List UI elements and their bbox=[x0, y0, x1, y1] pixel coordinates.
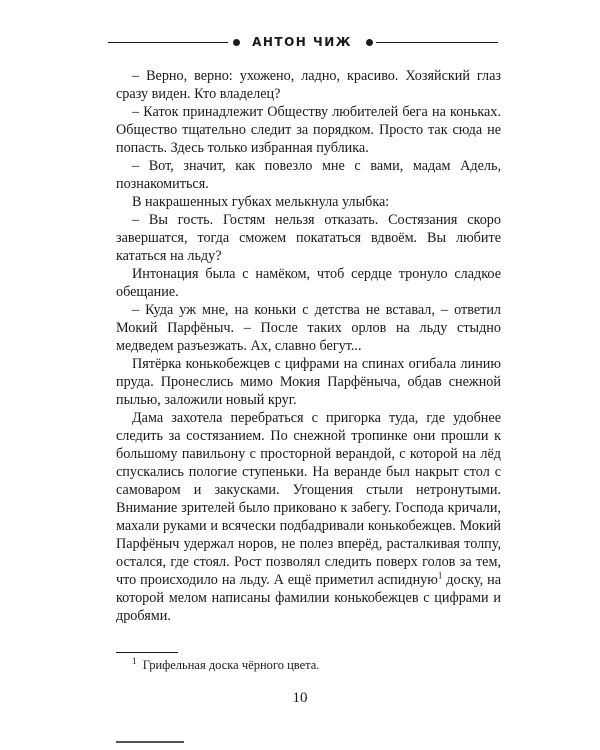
paragraph: – Вы гость. Гостям нельзя отказать. Состязания скоро завершатся, тогда сможем покататься вдвоём. Вы любите кататься на льду? bbox=[116, 212, 501, 264]
paragraph: Пятёрка конькобежцев с цифрами на спинах огибала линию пруда. Пронеслись мимо Мокия Парфёныча, обдав снежной пылью, заложили новый круг. bbox=[116, 356, 501, 408]
header-dot-left bbox=[233, 39, 240, 46]
footnote-text: Грифельная доска чёрного цвета. bbox=[142, 658, 320, 672]
footnote bbox=[116, 657, 501, 673]
header-author-title: АНТОН ЧИЖ bbox=[252, 35, 352, 49]
body-text bbox=[116, 67, 501, 625]
header-rule-left bbox=[108, 42, 228, 43]
paragraph: – Вот, значит, как повезло мне с вами, мадам Адель, познакомиться. bbox=[116, 158, 501, 192]
paragraph: – Куда уж мне, на коньки с детства не вставал, – ответил Мокий Парфёныч. – После таких орлов на льду стыдно медведем разъезжать. Ах, славно бегут... bbox=[116, 302, 501, 354]
paragraph: – Каток принадлежит Обществу любителей бега на коньках. Общество тщательно следит за порядком. Просто так сюда не попасть. Здесь только избранная публика. bbox=[116, 104, 501, 156]
paragraph-tail: доску, на которой мелом написаны фамилии конькобежцев с цифрами и дробями. bbox=[116, 572, 501, 624]
paragraph: – Верно, верно: ухожено, ладно, красиво. Хозяйский глаз сразу виден. Кто владелец? bbox=[116, 68, 501, 102]
running-header bbox=[108, 36, 498, 50]
paragraph-text: Дама захотела перебраться с пригорка туда, где удобнее следить за состязанием. По снежной тропинке они прошли к большому павильону с просторной верандой, с которой на лёд спускались пологие ступеньки. На веранде был накрыт стол с самоваром и закусками. Угощения стыли нетронутыми. Внимание зрителей было приковано к забегу. Господа кричали, махали руками и всячески подбадривали конькобежцев. Мокий Парфёныч удержал норов, не полез вперёд, расталкивая толпу, остался, где стоял. Рост позволял следить поверх голов за тем, что происходило на льду. А ещё приметил аспидную bbox=[116, 410, 501, 588]
header-rule-right bbox=[376, 42, 498, 43]
paragraph: Интонация была с намёком, чтоб сердце тронуло сладкое обещание. bbox=[116, 266, 501, 300]
footnote-reference: 1 bbox=[437, 570, 443, 581]
scan-edge-mark bbox=[116, 741, 184, 743]
page-number: 10 bbox=[292, 690, 308, 706]
paragraph-with-footnote bbox=[116, 409, 501, 625]
paragraph: В накрашенных губках мелькнула улыбка: bbox=[132, 194, 390, 210]
header-dot-right bbox=[366, 39, 373, 46]
footnote-marker: 1 bbox=[132, 655, 137, 666]
footnote-separator bbox=[116, 652, 178, 653]
